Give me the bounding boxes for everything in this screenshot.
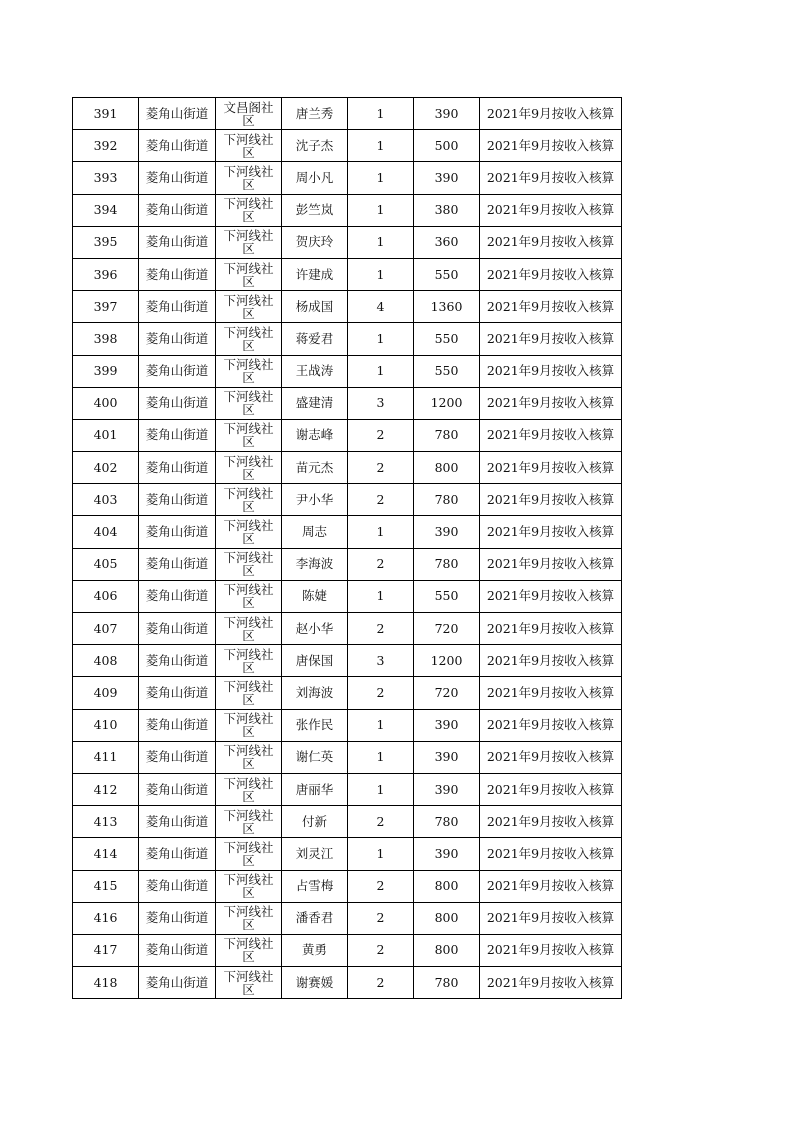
name-cell: 王战涛 xyxy=(282,355,348,387)
note-cell: 2021年9月按收入核算 xyxy=(480,130,622,162)
household-count-cell: 2 xyxy=(348,484,414,516)
street-cell: 菱角山街道 xyxy=(139,967,216,999)
household-count-cell: 2 xyxy=(348,548,414,580)
note-cell: 2021年9月按收入核算 xyxy=(480,258,622,290)
amount-cell: 390 xyxy=(414,516,480,548)
table-row xyxy=(73,484,622,516)
note-cell: 2021年9月按收入核算 xyxy=(480,806,622,838)
household-count-cell: 2 xyxy=(348,870,414,902)
table-row xyxy=(73,548,622,580)
household-count-cell: 1 xyxy=(348,709,414,741)
row-number: 400 xyxy=(73,387,139,419)
note-cell: 2021年9月按收入核算 xyxy=(480,516,622,548)
name-cell: 杨成国 xyxy=(282,291,348,323)
household-count-cell: 1 xyxy=(348,194,414,226)
row-number: 411 xyxy=(73,741,139,773)
amount-cell: 550 xyxy=(414,355,480,387)
community-label: 下河线社区 xyxy=(223,389,274,418)
street-cell: 菱角山街道 xyxy=(139,452,216,484)
row-number: 405 xyxy=(73,548,139,580)
street-cell: 菱角山街道 xyxy=(139,806,216,838)
street-cell: 菱角山街道 xyxy=(139,226,216,258)
community-label: 下河线社区 xyxy=(223,678,274,707)
amount-cell: 390 xyxy=(414,741,480,773)
community-cell xyxy=(216,709,282,741)
table-row xyxy=(73,194,622,226)
row-number: 415 xyxy=(73,870,139,902)
table-row xyxy=(73,967,622,999)
table-row xyxy=(73,130,622,162)
table-row xyxy=(73,773,622,805)
street-cell: 菱角山街道 xyxy=(139,870,216,902)
table-row xyxy=(73,806,622,838)
community-cell xyxy=(216,902,282,934)
community-label: 下河线社区 xyxy=(223,743,274,772)
community-cell xyxy=(216,98,282,130)
community-label: 下河线社区 xyxy=(223,775,274,804)
street-cell: 菱角山街道 xyxy=(139,645,216,677)
household-count-cell: 2 xyxy=(348,419,414,451)
amount-cell: 800 xyxy=(414,870,480,902)
community-cell xyxy=(216,580,282,612)
row-number: 392 xyxy=(73,130,139,162)
street-cell: 菱角山街道 xyxy=(139,291,216,323)
name-cell: 蒋爱君 xyxy=(282,323,348,355)
amount-cell: 390 xyxy=(414,838,480,870)
row-number: 393 xyxy=(73,162,139,194)
street-cell: 菱角山街道 xyxy=(139,98,216,130)
community-cell xyxy=(216,226,282,258)
community-cell xyxy=(216,613,282,645)
community-label: 文昌阁社区 xyxy=(223,99,274,128)
household-count-cell: 2 xyxy=(348,806,414,838)
household-count-cell: 1 xyxy=(348,98,414,130)
table-row xyxy=(73,838,622,870)
street-cell: 菱角山街道 xyxy=(139,838,216,870)
table-row xyxy=(73,870,622,902)
row-number: 409 xyxy=(73,677,139,709)
street-cell: 菱角山街道 xyxy=(139,709,216,741)
community-cell xyxy=(216,452,282,484)
community-label: 下河线社区 xyxy=(223,936,274,965)
street-cell: 菱角山街道 xyxy=(139,580,216,612)
row-number: 406 xyxy=(73,580,139,612)
row-number: 396 xyxy=(73,258,139,290)
row-number: 416 xyxy=(73,902,139,934)
community-label: 下河线社区 xyxy=(223,904,274,933)
household-count-cell: 3 xyxy=(348,387,414,419)
community-label: 下河线社区 xyxy=(223,131,274,160)
amount-cell: 780 xyxy=(414,967,480,999)
street-cell: 菱角山街道 xyxy=(139,773,216,805)
household-count-cell: 2 xyxy=(348,677,414,709)
note-cell: 2021年9月按收入核算 xyxy=(480,291,622,323)
name-cell: 贺庆玲 xyxy=(282,226,348,258)
community-cell xyxy=(216,548,282,580)
community-label: 下河线社区 xyxy=(223,453,274,482)
row-number: 403 xyxy=(73,484,139,516)
community-label: 下河线社区 xyxy=(223,807,274,836)
note-cell: 2021年9月按收入核算 xyxy=(480,870,622,902)
community-cell xyxy=(216,387,282,419)
note-cell: 2021年9月按收入核算 xyxy=(480,162,622,194)
amount-cell: 550 xyxy=(414,323,480,355)
note-cell: 2021年9月按收入核算 xyxy=(480,484,622,516)
note-cell: 2021年9月按收入核算 xyxy=(480,645,622,677)
community-cell xyxy=(216,773,282,805)
household-count-cell: 2 xyxy=(348,934,414,966)
name-cell: 谢仁英 xyxy=(282,741,348,773)
name-cell: 付新 xyxy=(282,806,348,838)
row-number: 414 xyxy=(73,838,139,870)
street-cell: 菱角山街道 xyxy=(139,484,216,516)
note-cell: 2021年9月按收入核算 xyxy=(480,355,622,387)
household-count-cell: 1 xyxy=(348,580,414,612)
amount-cell: 720 xyxy=(414,613,480,645)
note-cell: 2021年9月按收入核算 xyxy=(480,387,622,419)
name-cell: 李海波 xyxy=(282,548,348,580)
row-number: 398 xyxy=(73,323,139,355)
street-cell: 菱角山街道 xyxy=(139,162,216,194)
street-cell: 菱角山街道 xyxy=(139,194,216,226)
note-cell: 2021年9月按收入核算 xyxy=(480,773,622,805)
community-cell xyxy=(216,806,282,838)
note-cell: 2021年9月按收入核算 xyxy=(480,580,622,612)
note-cell: 2021年9月按收入核算 xyxy=(480,548,622,580)
name-cell: 唐丽华 xyxy=(282,773,348,805)
table-row xyxy=(73,645,622,677)
community-cell xyxy=(216,419,282,451)
note-cell: 2021年9月按收入核算 xyxy=(480,452,622,484)
community-cell xyxy=(216,162,282,194)
community-label: 下河线社区 xyxy=(223,196,274,225)
row-number: 408 xyxy=(73,645,139,677)
community-label: 下河线社区 xyxy=(223,228,274,257)
note-cell: 2021年9月按收入核算 xyxy=(480,419,622,451)
name-cell: 黄勇 xyxy=(282,934,348,966)
household-count-cell: 2 xyxy=(348,452,414,484)
community-cell xyxy=(216,291,282,323)
street-cell: 菱角山街道 xyxy=(139,419,216,451)
name-cell: 谢志峰 xyxy=(282,419,348,451)
row-number: 401 xyxy=(73,419,139,451)
amount-cell: 780 xyxy=(414,484,480,516)
note-cell: 2021年9月按收入核算 xyxy=(480,902,622,934)
amount-cell: 1360 xyxy=(414,291,480,323)
row-number: 412 xyxy=(73,773,139,805)
community-label: 下河线社区 xyxy=(223,968,274,997)
household-count-cell: 2 xyxy=(348,902,414,934)
name-cell: 盛建清 xyxy=(282,387,348,419)
street-cell: 菱角山街道 xyxy=(139,677,216,709)
amount-cell: 550 xyxy=(414,580,480,612)
table-row xyxy=(73,355,622,387)
community-label: 下河线社区 xyxy=(223,485,274,514)
household-count-cell: 2 xyxy=(348,967,414,999)
note-cell: 2021年9月按收入核算 xyxy=(480,226,622,258)
name-cell: 张作民 xyxy=(282,709,348,741)
community-label: 下河线社区 xyxy=(223,711,274,740)
street-cell: 菱角山街道 xyxy=(139,548,216,580)
community-label: 下河线社区 xyxy=(223,260,274,289)
household-count-cell: 1 xyxy=(348,516,414,548)
household-count-cell: 1 xyxy=(348,323,414,355)
household-count-cell: 1 xyxy=(348,741,414,773)
community-label: 下河线社区 xyxy=(223,872,274,901)
note-cell: 2021年9月按收入核算 xyxy=(480,613,622,645)
name-cell: 占雪梅 xyxy=(282,870,348,902)
table-row xyxy=(73,580,622,612)
note-cell: 2021年9月按收入核算 xyxy=(480,677,622,709)
row-number: 413 xyxy=(73,806,139,838)
street-cell: 菱角山街道 xyxy=(139,130,216,162)
community-label: 下河线社区 xyxy=(223,421,274,450)
row-number: 394 xyxy=(73,194,139,226)
table-row xyxy=(73,258,622,290)
name-cell: 唐兰秀 xyxy=(282,98,348,130)
household-count-cell: 1 xyxy=(348,258,414,290)
table-row xyxy=(73,741,622,773)
community-label: 下河线社区 xyxy=(223,292,274,321)
name-cell: 潘香君 xyxy=(282,902,348,934)
note-cell: 2021年9月按收入核算 xyxy=(480,98,622,130)
community-cell xyxy=(216,323,282,355)
table-row xyxy=(73,98,622,130)
note-cell: 2021年9月按收入核算 xyxy=(480,838,622,870)
street-cell: 菱角山街道 xyxy=(139,258,216,290)
amount-cell: 500 xyxy=(414,130,480,162)
note-cell: 2021年9月按收入核算 xyxy=(480,934,622,966)
table-row xyxy=(73,452,622,484)
table-row xyxy=(73,226,622,258)
name-cell: 刘海波 xyxy=(282,677,348,709)
street-cell: 菱角山街道 xyxy=(139,323,216,355)
community-cell xyxy=(216,967,282,999)
note-cell: 2021年9月按收入核算 xyxy=(480,709,622,741)
table-row xyxy=(73,162,622,194)
name-cell: 唐保国 xyxy=(282,645,348,677)
household-count-cell: 1 xyxy=(348,226,414,258)
amount-cell: 800 xyxy=(414,452,480,484)
row-number: 397 xyxy=(73,291,139,323)
street-cell: 菱角山街道 xyxy=(139,934,216,966)
row-number: 402 xyxy=(73,452,139,484)
street-cell: 菱角山街道 xyxy=(139,613,216,645)
table-row xyxy=(73,902,622,934)
household-count-cell: 1 xyxy=(348,162,414,194)
community-label: 下河线社区 xyxy=(223,646,274,675)
amount-cell: 720 xyxy=(414,677,480,709)
community-label: 下河线社区 xyxy=(223,518,274,547)
name-cell: 彭竺岚 xyxy=(282,194,348,226)
name-cell: 刘灵江 xyxy=(282,838,348,870)
row-number: 410 xyxy=(73,709,139,741)
community-label: 下河线社区 xyxy=(223,324,274,353)
table-row xyxy=(73,516,622,548)
amount-cell: 550 xyxy=(414,258,480,290)
table-body xyxy=(73,98,622,999)
table-row xyxy=(73,323,622,355)
community-label: 下河线社区 xyxy=(223,550,274,579)
name-cell: 沈子杰 xyxy=(282,130,348,162)
data-table xyxy=(72,97,622,999)
name-cell: 苗元杰 xyxy=(282,452,348,484)
community-cell xyxy=(216,516,282,548)
note-cell: 2021年9月按收入核算 xyxy=(480,323,622,355)
table-row xyxy=(73,419,622,451)
amount-cell: 780 xyxy=(414,419,480,451)
community-label: 下河线社区 xyxy=(223,357,274,386)
street-cell: 菱角山街道 xyxy=(139,387,216,419)
amount-cell: 390 xyxy=(414,709,480,741)
community-cell xyxy=(216,645,282,677)
street-cell: 菱角山街道 xyxy=(139,741,216,773)
community-label: 下河线社区 xyxy=(223,582,274,611)
street-cell: 菱角山街道 xyxy=(139,516,216,548)
name-cell: 许建成 xyxy=(282,258,348,290)
community-label: 下河线社区 xyxy=(223,614,274,643)
table-row xyxy=(73,387,622,419)
amount-cell: 800 xyxy=(414,934,480,966)
community-cell xyxy=(216,934,282,966)
table-row xyxy=(73,709,622,741)
community-cell xyxy=(216,130,282,162)
amount-cell: 780 xyxy=(414,806,480,838)
row-number: 407 xyxy=(73,613,139,645)
table-row xyxy=(73,291,622,323)
amount-cell: 1200 xyxy=(414,645,480,677)
community-cell xyxy=(216,194,282,226)
street-cell: 菱角山街道 xyxy=(139,902,216,934)
amount-cell: 380 xyxy=(414,194,480,226)
table-row xyxy=(73,613,622,645)
community-cell xyxy=(216,838,282,870)
amount-cell: 390 xyxy=(414,162,480,194)
name-cell: 谢赛媛 xyxy=(282,967,348,999)
household-count-cell: 2 xyxy=(348,613,414,645)
name-cell: 陈婕 xyxy=(282,580,348,612)
row-number: 418 xyxy=(73,967,139,999)
row-number: 391 xyxy=(73,98,139,130)
community-cell xyxy=(216,677,282,709)
household-count-cell: 1 xyxy=(348,130,414,162)
row-number: 404 xyxy=(73,516,139,548)
household-count-cell: 3 xyxy=(348,645,414,677)
household-count-cell: 4 xyxy=(348,291,414,323)
amount-cell: 390 xyxy=(414,773,480,805)
household-count-cell: 1 xyxy=(348,355,414,387)
amount-cell: 800 xyxy=(414,902,480,934)
community-cell xyxy=(216,355,282,387)
community-label: 下河线社区 xyxy=(223,839,274,868)
amount-cell: 1200 xyxy=(414,387,480,419)
name-cell: 尹小华 xyxy=(282,484,348,516)
community-cell xyxy=(216,870,282,902)
amount-cell: 780 xyxy=(414,548,480,580)
community-cell xyxy=(216,741,282,773)
community-cell xyxy=(216,258,282,290)
amount-cell: 360 xyxy=(414,226,480,258)
table-row xyxy=(73,934,622,966)
community-label: 下河线社区 xyxy=(223,163,274,192)
name-cell: 赵小华 xyxy=(282,613,348,645)
note-cell: 2021年9月按收入核算 xyxy=(480,741,622,773)
community-cell xyxy=(216,484,282,516)
household-count-cell: 1 xyxy=(348,838,414,870)
note-cell: 2021年9月按收入核算 xyxy=(480,967,622,999)
table-row xyxy=(73,677,622,709)
row-number: 399 xyxy=(73,355,139,387)
amount-cell: 390 xyxy=(414,98,480,130)
note-cell: 2021年9月按收入核算 xyxy=(480,194,622,226)
name-cell: 周志 xyxy=(282,516,348,548)
row-number: 395 xyxy=(73,226,139,258)
household-count-cell: 1 xyxy=(348,773,414,805)
name-cell: 周小凡 xyxy=(282,162,348,194)
row-number: 417 xyxy=(73,934,139,966)
street-cell: 菱角山街道 xyxy=(139,355,216,387)
